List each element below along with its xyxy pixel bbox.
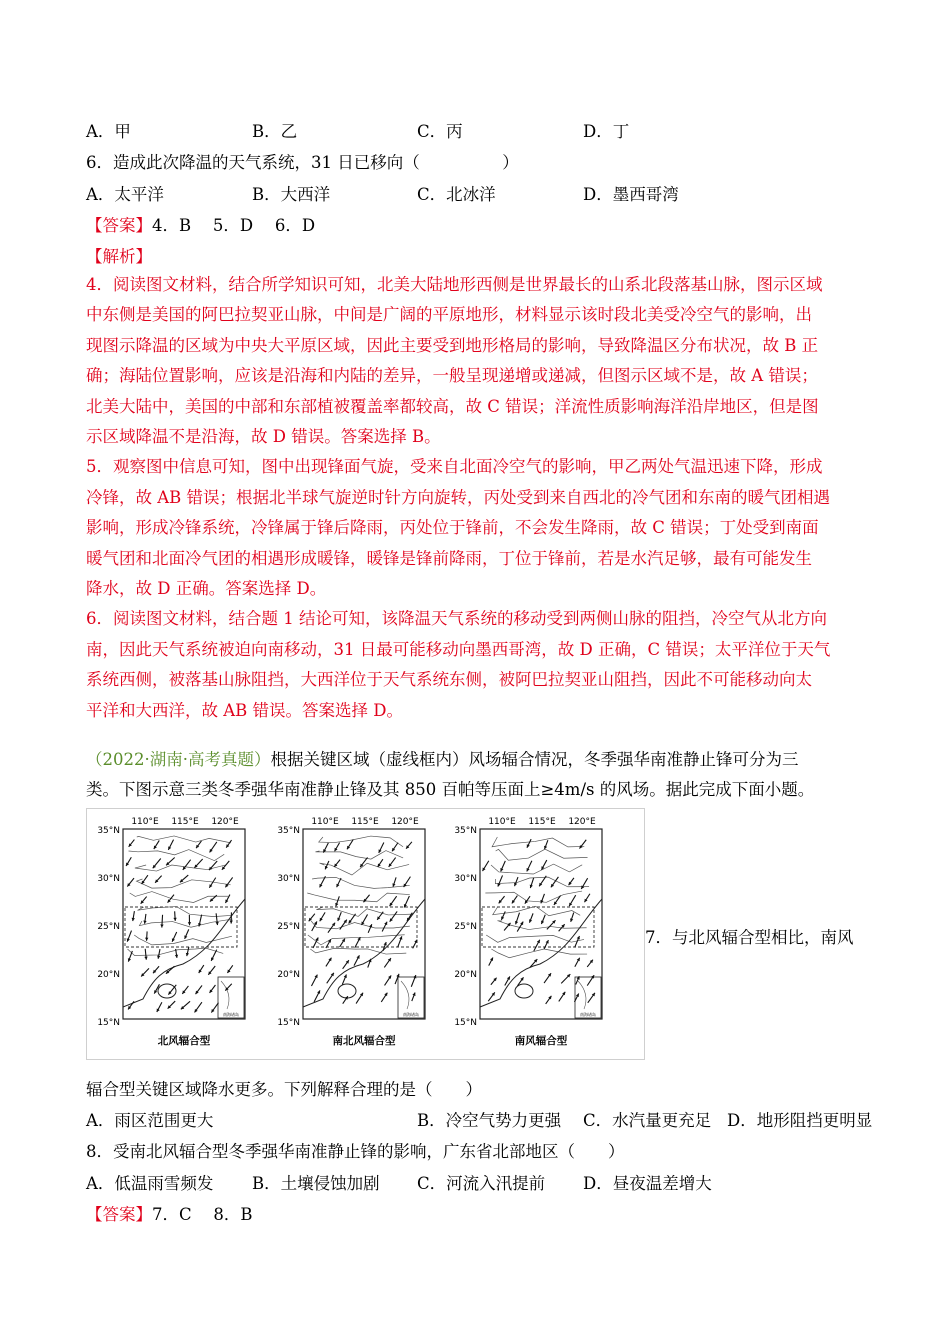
explanation-line: 示区域降温不是沿海，故 D 错误。答案选择 B。 <box>86 427 441 447</box>
intro-text: 根据关键区域（虚线框内）风场辐合情况，冬季强华南准静止锋可分为三 <box>270 750 799 769</box>
q7-option-a: A．雨区范围更大 <box>86 1111 214 1130</box>
inset-label: 南海诸岛 <box>403 1012 419 1017</box>
q8-option-b: B．土壤侵蚀加剧 <box>252 1174 380 1193</box>
q5-option-c: C．丙 <box>417 122 463 141</box>
question-source: （2022·湖南·高考真题） <box>86 750 271 769</box>
explanation-line: 影响，形成冷锋系统，冷锋属于锋后降雨，丙处位于锋前，不会发生降雨，故 C 错误；丁处受到南面 <box>86 518 819 538</box>
inset-label: 南海诸岛 <box>223 1012 239 1017</box>
explanation-line: 系统西侧，被落基山脉阻挡，大西洋位于天气系统东侧，被阿巴拉契亚山阻挡，因此不可能移动向太 <box>86 670 812 690</box>
latitude-label: 15°N <box>97 1018 120 1028</box>
answer-text: 4．B 5．D 6．D <box>152 216 316 235</box>
latitude-label: 25°N <box>97 922 120 932</box>
q6-option-a: A．太平洋 <box>86 185 164 204</box>
q8-option-a: A．低温雨雪频发 <box>86 1174 214 1193</box>
explanation-line: 平洋和大西洋，故 AB 错误。答案选择 D。 <box>86 700 404 720</box>
answer-line-2 <box>86 1201 253 1225</box>
latitude-label: 25°N <box>454 922 477 932</box>
latitude-label: 20°N <box>97 970 120 980</box>
explanation-block <box>86 270 866 726</box>
latitude-label: 15°N <box>454 1018 477 1028</box>
intro-line-2: 类。下图示意三类冬季强华南准静止锋及其 850 百帕等压面上≥4m/s 的风场。据此完成下面小题。 <box>86 780 815 799</box>
explanation-line: 5．观察图中信息可知，图中出现锋面气旋，受来自北面冷空气的影响，甲乙两处气温迅速下降，形成 <box>86 457 823 477</box>
intro-line-1 <box>86 746 798 770</box>
q5-option-d: D．丁 <box>583 122 630 141</box>
q6-option-c: C．北冰洋 <box>417 185 496 204</box>
q7-stem-side: 7．与北风辐合型相比，南风 <box>645 928 854 947</box>
explanation-line: 南，因此天气系统被迫向南移动，31 日最可能移动向墨西哥湾，故 D 正确，C 错误；太平洋位于天气 <box>86 639 831 659</box>
explanation-line: 冷锋，故 AB 错误；根据北半球气旋逆时针方向旋转，丙处受到来自西北的冷气团和东南的暖气团相遇 <box>86 487 831 507</box>
explanation-line: 暖气团和北面冷气团的相遇形成暖锋，暖锋是锋前降雨，丁位于锋前，若是水汽足够，最有可能发生 <box>86 548 812 568</box>
latitude-label: 35°N <box>277 826 300 836</box>
latitude-label: 30°N <box>97 874 120 884</box>
q7-option-c: C．水汽量更充足 <box>583 1111 712 1130</box>
explanation-line: 降水，故 D 正确。答案选择 D。 <box>86 579 327 599</box>
latitude-label: 30°N <box>277 874 300 884</box>
q8-stem: 8．受南北风辐合型冬季强华南准静止锋的影响，广东省北部地区（ ） <box>86 1142 625 1161</box>
latitude-label: 20°N <box>454 970 477 980</box>
answer-line-1 <box>86 212 315 236</box>
answer-text: 7．C 8．B <box>152 1205 253 1224</box>
latitude-label: 30°N <box>454 874 477 884</box>
latitude-label: 25°N <box>277 922 300 932</box>
longitude-label: 110°E <box>488 817 516 827</box>
explanation-line: 4．阅读图文材料，结合所学知识可知，北美大陆地形西侧是世界最长的山系北段落基山脉，图示区域 <box>86 275 823 294</box>
map-caption: 南北风辐合型 <box>332 1035 396 1047</box>
explanation-line: 北美大陆中，美国的中部和东部植被覆盖率都较高，故 C 错误；洋流性质影响海洋沿岸地区，但是图 <box>86 396 819 416</box>
longitude-label: 120°E <box>211 817 239 827</box>
explanation-line: 6．阅读图文材料，结合题 1 结论可知，该降温天气系统的移动受到两侧山脉的阻挡，冷空气从北方向 <box>86 609 827 629</box>
latitude-label: 35°N <box>454 826 477 836</box>
q5-option-a: A．甲 <box>86 122 131 141</box>
q8-option-d: D．昼夜温差增大 <box>583 1174 712 1193</box>
longitude-label: 115°E <box>171 817 199 827</box>
wind-field-figure <box>86 808 645 1060</box>
q6-stem: 6．造成此次降温的天气系统，31 日已移向（ ） <box>86 153 519 172</box>
wind-field-maps <box>87 809 644 1059</box>
longitude-label: 115°E <box>528 817 556 827</box>
explanation-line: 现图示降温的区域为中央大平原区域，因此主要受到地形格局的影响，导致降温区分布状况，故 B 正 <box>86 335 819 355</box>
answer-tag: 【答案】 <box>86 216 152 235</box>
explanation-line: 中东侧是美国的阿巴拉契亚山脉，中间是广阔的平原地形，材料显示该时段北美受冷空气的影响，出 <box>86 305 812 325</box>
longitude-label: 110°E <box>131 817 159 827</box>
longitude-label: 120°E <box>391 817 419 827</box>
latitude-label: 35°N <box>97 826 120 836</box>
q5-option-b: B．乙 <box>252 122 298 141</box>
q7-option-d: D．地形阻挡更明显 <box>727 1111 873 1130</box>
q8-option-c: C．河流入汛提前 <box>417 1174 546 1193</box>
longitude-label: 115°E <box>351 817 379 827</box>
latitude-label: 15°N <box>277 1018 300 1028</box>
longitude-label: 110°E <box>311 817 339 827</box>
inset-label: 南海诸岛 <box>580 1012 596 1017</box>
longitude-label: 120°E <box>568 817 596 827</box>
answer-tag: 【答案】 <box>86 1205 152 1224</box>
q7-option-b: B．冷空气势力更强 <box>417 1111 562 1130</box>
map-caption: 北风辐合型 <box>157 1035 211 1047</box>
map-caption: 南风辐合型 <box>514 1035 568 1047</box>
explanation-line: 确；海陆位置影响，应该是沿海和内陆的差异，一般呈现递增或递减，但图示区域不是，故 A 错误； <box>86 366 818 386</box>
q7-stem-cont: 辐合型关键区域降水更多。下列解释合理的是（ ） <box>86 1080 482 1099</box>
q6-option-b: B．大西洋 <box>252 185 331 204</box>
latitude-label: 20°N <box>277 970 300 980</box>
analysis-tag: 【解析】 <box>86 247 152 266</box>
q6-option-d: D．墨西哥湾 <box>583 185 679 204</box>
